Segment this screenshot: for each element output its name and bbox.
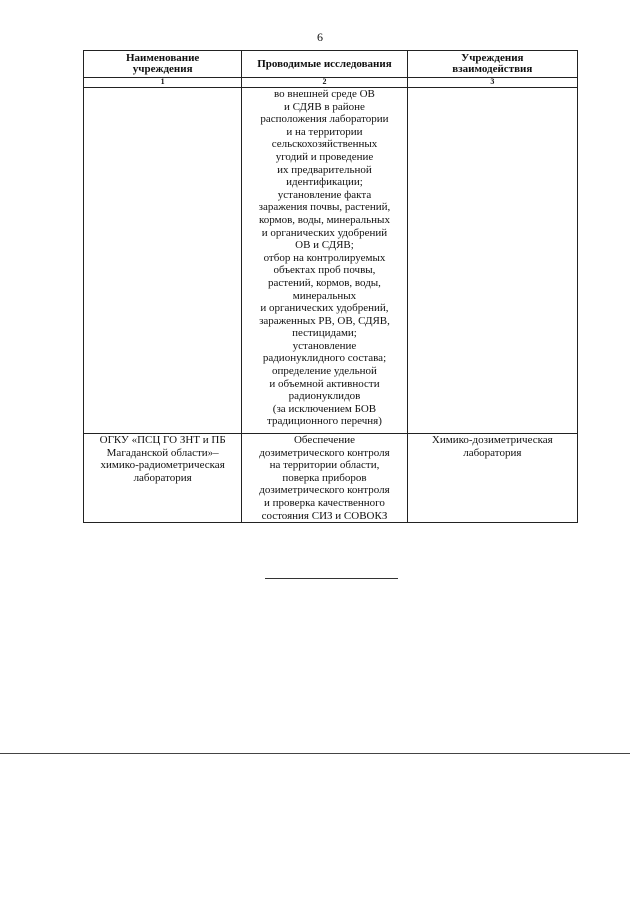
- column-number: 2: [242, 78, 407, 88]
- page-bottom-line: [0, 753, 630, 754]
- cell-text-line: отбор на контролируемых: [263, 251, 386, 264]
- cell-text-line: химико-радиометрическая: [100, 459, 225, 472]
- cell-text-line: поверка приборов: [282, 471, 367, 484]
- cell-text-line: на территории области,: [269, 459, 380, 472]
- cell-text-line: установление: [292, 339, 357, 352]
- cell-text-line: расположения лаборатории: [260, 113, 389, 126]
- page-number: 6: [317, 30, 323, 44]
- cell-interaction: [407, 434, 577, 523]
- table-header-row: [84, 51, 578, 78]
- cell-text-line: ОГКУ «ПСЦ ГО ЗНТ и ПБ: [99, 434, 226, 446]
- table-row: [84, 434, 578, 523]
- cell-text-line: лаборатория: [133, 471, 192, 484]
- cell-text-line: заражения почвы, растений,: [258, 201, 391, 214]
- cell-text-line: дозиметрического контроля: [259, 484, 390, 497]
- cell-institution: [84, 88, 242, 434]
- cell-text-line: лаборатория: [463, 446, 522, 459]
- header-line: взаимодействия: [452, 63, 533, 75]
- cell-text-line: Обеспечение: [293, 434, 355, 446]
- cell-text-line: определение удельной: [272, 365, 377, 378]
- header-line: Учреждения: [461, 52, 524, 64]
- cell-text-line: и органических удобрений,: [260, 302, 389, 315]
- header-line: Наименование: [125, 52, 200, 64]
- cell-text-line: зараженных РВ, ОВ, СДЯВ,: [259, 314, 390, 327]
- cell-text-line: кормов, воды, минеральных: [259, 213, 390, 226]
- cell-research: [242, 434, 407, 523]
- cell-text-line: и на территории: [286, 125, 363, 138]
- cell-text-line: объектах проб почвы,: [273, 264, 376, 277]
- cell-text-line: (за исключением БОВ: [272, 402, 377, 415]
- cell-text-line: традиционного перечня): [267, 415, 382, 428]
- cell-text-line: радионуклидов: [288, 390, 361, 403]
- cell-text-line: идентификации;: [286, 176, 363, 189]
- cell-text-line: Магаданской области»–: [106, 446, 219, 459]
- cell-text-line: дозиметрического контроля: [259, 446, 390, 459]
- table-row: [84, 88, 578, 434]
- header-research: [242, 51, 407, 78]
- cell-text-line: угодий и проведение: [275, 150, 374, 163]
- cell-text-line: установление факта: [277, 188, 372, 201]
- cell-text-line: пестицидами;: [292, 327, 357, 340]
- cell-institution: [84, 434, 242, 523]
- cell-text-line: и объемной активности: [269, 377, 380, 390]
- header-line: учреждения: [132, 63, 193, 75]
- cell-research: [242, 88, 407, 434]
- cell-text-line: и проверка качественного: [264, 496, 385, 509]
- cell-text-line: во внешней среде ОВ: [274, 88, 375, 100]
- cell-text-line: и СДЯВ в районе: [284, 100, 365, 113]
- cell-text-line: ОВ и СДЯВ;: [295, 239, 354, 252]
- cell-text-line: минеральных: [292, 289, 357, 302]
- cell-interaction: [407, 88, 577, 434]
- column-number: 3: [407, 78, 577, 88]
- column-number-row: [84, 78, 578, 88]
- cell-text-line: радионуклидного состава;: [262, 352, 387, 365]
- header-line: Проводимые исследования: [257, 57, 392, 70]
- cell-text-line: сельскохозяйственных: [271, 138, 378, 151]
- cell-text-line: их предварительной: [277, 163, 372, 176]
- cell-text-line: и органических удобрений: [261, 226, 388, 239]
- document-table: [83, 50, 578, 523]
- header-interaction-institutions: [407, 51, 577, 78]
- cell-text-line: Химико-дозиметрическая: [431, 434, 553, 446]
- header-institution-name: [84, 51, 242, 78]
- end-separator-rule: [265, 578, 398, 579]
- column-number: 1: [84, 78, 242, 88]
- cell-text-line: растений, кормов, воды,: [268, 276, 381, 289]
- cell-text-line: состояния СИЗ и СОВОКЗ: [261, 509, 388, 522]
